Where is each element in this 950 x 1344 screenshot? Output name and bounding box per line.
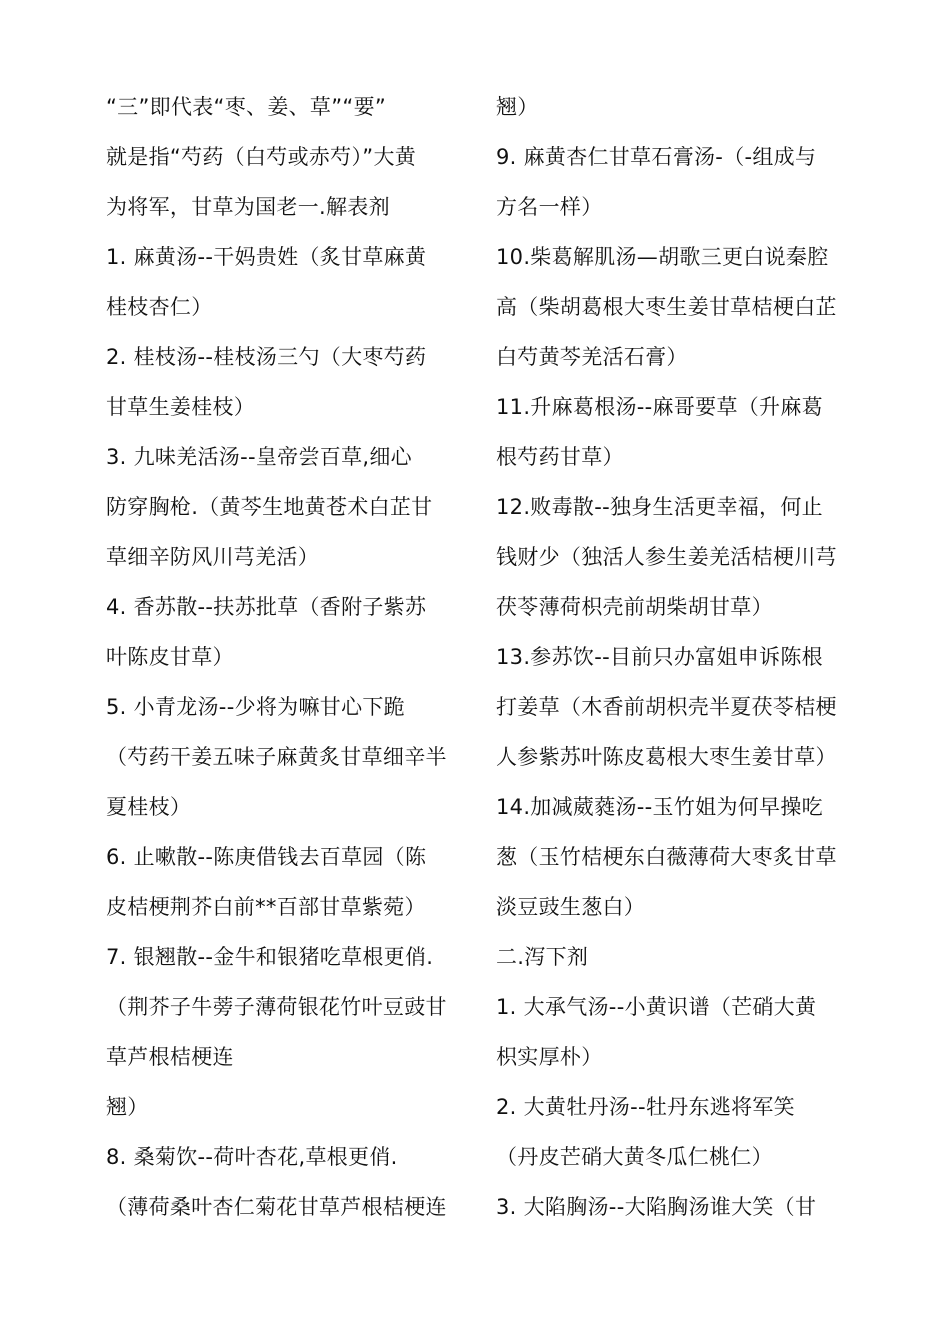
left-column: [106, 82, 486, 1232]
text-line: 白芍黄芩羌活石膏）: [496, 345, 688, 369]
text-line: 7. 银翘散--金牛和银猪吃草根更俏.: [106, 945, 434, 969]
text-line: 12.败毒散--独身生活更幸福，何止: [496, 495, 823, 519]
text-line: 4. 香苏散--扶苏批草（香附子紫苏: [106, 595, 427, 619]
text-line: 二.泻下剂: [496, 945, 589, 969]
text-line: 为将军，甘草为国老一.解表剂: [106, 195, 390, 219]
text-line: 10.柴葛解肌汤—胡歌三更白说秦腔: [496, 245, 829, 269]
text-line: （芍药干姜五味子麻黄炙甘草细辛半: [106, 745, 447, 769]
text-line: 枳实厚朴）: [496, 1045, 603, 1069]
text-line: 2. 桂枝汤--桂枝汤三勺（大枣芍药: [106, 345, 427, 369]
text-line: 8. 桑菊饮--荷叶杏花,草根更俏.: [106, 1145, 398, 1169]
text-line: 11.升麻葛根汤--麻哥要草（升麻葛: [496, 395, 823, 419]
text-line: 皮桔梗荆芥白前**百部甘草紫菀）: [106, 895, 426, 919]
text-line: （荆芥子牛蒡子薄荷银花竹叶豆豉甘: [106, 995, 447, 1019]
text-line: 甘草生姜桂枝）: [106, 395, 256, 419]
text-line: 根芍药甘草）: [496, 445, 624, 469]
text-line: 就是指“芍药（白芍或赤芍）”大黄: [106, 145, 417, 169]
text-line: 高（柴胡葛根大枣生姜甘草桔梗白芷: [496, 295, 837, 319]
text-line: 葱（玉竹桔梗东白薇薄荷大枣炙甘草: [496, 845, 837, 869]
text-line: 3. 大陷胸汤--大陷胸汤谁大笑（甘: [496, 1195, 817, 1219]
text-line: 茯苓薄荷枳壳前胡柴胡甘草）: [496, 595, 773, 619]
text-line: 淡豆豉生葱白）: [496, 895, 646, 919]
text-line: 翘）: [496, 95, 539, 119]
text-line: 2. 大黄牡丹汤--牡丹东逃将军笑: [496, 1095, 795, 1119]
text-line: 叶陈皮甘草）: [106, 645, 234, 669]
text-line: 草芦根桔梗连: [106, 1045, 234, 1069]
text-line: 6. 止嗽散--陈庚借钱去百草园（陈: [106, 845, 427, 869]
text-line: 翘）: [106, 1095, 149, 1119]
text-line: 14.加减葳蕤汤--玉竹姐为何早操吃: [496, 795, 823, 819]
text-line: 9. 麻黄杏仁甘草石膏汤-（-组成与: [496, 145, 817, 169]
text-line: “三”即代表“枣、姜、草”“要”: [106, 95, 387, 119]
text-line: 钱财少（独活人参生姜羌活桔梗川芎: [496, 545, 837, 569]
text-line: 桂枝杏仁）: [106, 295, 213, 319]
text-line: 草细辛防风川芎羌活）: [106, 545, 319, 569]
text-line: 3. 九味羌活汤--皇帝尝百草,细心: [106, 445, 412, 469]
text-line: 人参紫苏叶陈皮葛根大枣生姜甘草）: [496, 745, 837, 769]
text-line: 防穿胸枪.（黄芩生地黄苍术白芷甘: [106, 495, 433, 519]
text-line: 打姜草（木香前胡枳壳半夏茯苓桔梗: [496, 695, 837, 719]
text-line: 1. 大承气汤--小黄识谱（芒硝大黄: [496, 995, 817, 1019]
text-line: 方名一样）: [496, 195, 603, 219]
text-line: 13.参苏饮--目前只办富姐申诉陈根: [496, 645, 823, 669]
right-column: [496, 82, 876, 1232]
text-line: （丹皮芒硝大黄冬瓜仁桃仁）: [496, 1145, 773, 1169]
text-line: 1. 麻黄汤--干妈贵姓（炙甘草麻黄: [106, 245, 427, 269]
text-line: 夏桂枝）: [106, 795, 192, 819]
text-line: （薄荷桑叶杏仁菊花甘草芦根桔梗连: [106, 1195, 447, 1219]
text-line: 5. 小青龙汤--少将为嘛甘心下跪: [106, 695, 405, 719]
